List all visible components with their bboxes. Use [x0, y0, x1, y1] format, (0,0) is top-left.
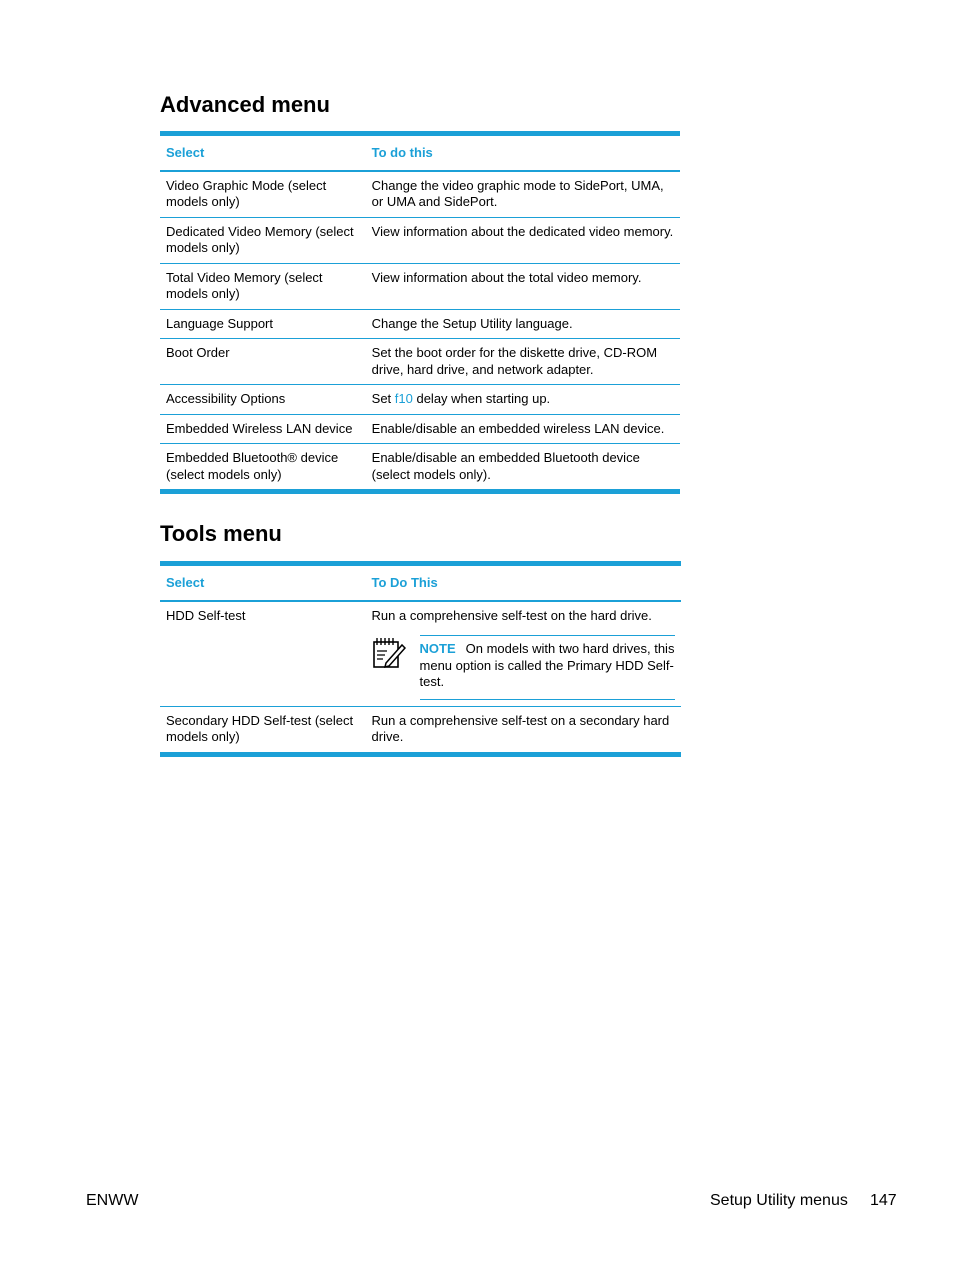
option-name: Total Video Memory (select models only): [160, 263, 366, 309]
advanced-menu-title: Advanced menu: [160, 92, 330, 117]
note-icon: [372, 635, 420, 700]
option-description: View information about the total video memory.: [366, 263, 680, 309]
table-header-row: [160, 564, 681, 601]
column-header-action: To do this: [371, 145, 433, 160]
table-row: [160, 309, 680, 339]
option-description: Set the boot order for the diskette drive, CD-ROM drive, hard drive, and network adapter.: [366, 339, 680, 385]
table-row: [160, 263, 680, 309]
table-row: [160, 601, 681, 707]
note-body: [420, 635, 675, 700]
table-row: [160, 217, 680, 263]
page-number: 147: [870, 1192, 897, 1209]
option-description: Run a comprehensive self-test on a secondary hard drive.: [371, 712, 670, 744]
description-text: Run a comprehensive self-test on the hard drive.: [371, 607, 652, 623]
note-label: NOTE: [419, 641, 456, 656]
column-header-select: Select: [166, 145, 205, 160]
column-header-action: To Do This: [371, 575, 438, 590]
option-description: View information about the dedicated video memory.: [366, 217, 680, 263]
option-name: Embedded Wireless LAN device: [160, 414, 366, 444]
option-name: Secondary HDD Self-test (select models only): [166, 712, 354, 744]
option-description: Change the video graphic mode to SidePort, UMA, or UMA and SidePort.: [366, 171, 680, 218]
table-row: [160, 339, 680, 385]
option-description: Enable/disable an embedded Bluetooth device (select models only).: [371, 450, 640, 482]
key-f10: f10: [394, 391, 413, 406]
option-name: HDD Self-test: [160, 601, 366, 707]
option-name: Embedded Bluetooth® device (select models only): [166, 450, 339, 482]
footer-section: Setup Utility menus: [710, 1192, 848, 1209]
option-name: Video Graphic Mode (select models only): [160, 171, 366, 218]
tools-menu-table: [160, 561, 681, 757]
table-row: [160, 444, 680, 492]
note-block: [372, 635, 675, 700]
description-text: delay when starting up.: [412, 391, 551, 406]
option-name: Accessibility Options: [160, 385, 366, 415]
note-text: On models with two hard drives, this menu option is called the Primary HDD Self-test.: [419, 641, 675, 689]
table-row: [160, 171, 680, 218]
column-header-select: Select: [166, 575, 205, 590]
advanced-menu-table: [160, 131, 680, 494]
option-name: Language Support: [160, 309, 366, 339]
table-header-row: [160, 134, 680, 171]
tools-menu-title: Tools menu: [160, 521, 282, 546]
option-description: [366, 385, 680, 415]
table-row: [160, 385, 680, 415]
footer-left: ENWW: [86, 1192, 139, 1209]
option-description: Change the Setup Utility language.: [366, 309, 680, 339]
option-name: Dedicated Video Memory (select models only): [160, 217, 366, 263]
description-text: Set: [371, 391, 395, 406]
table-row: [160, 706, 681, 754]
option-description: Enable/disable an embedded wireless LAN device.: [366, 414, 680, 444]
option-description: [366, 601, 681, 707]
table-row: [160, 414, 680, 444]
option-name: Boot Order: [160, 339, 366, 385]
